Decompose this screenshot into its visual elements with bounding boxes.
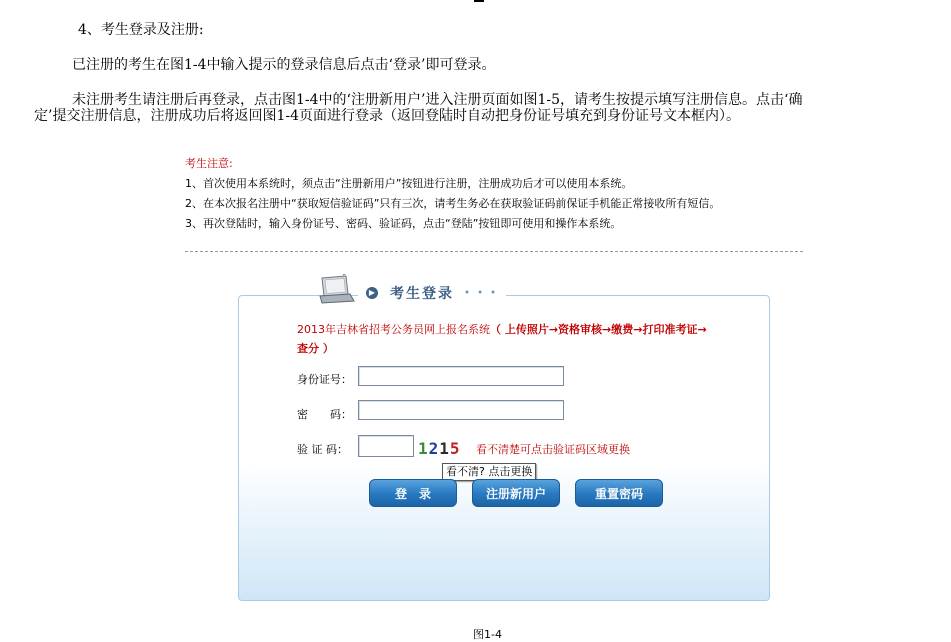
paragraph-login-instruction: 已注册的考生在图1-4中输入提示的登录信息后点击‘登录’即可登录。	[72, 57, 496, 73]
dashed-divider	[185, 251, 803, 252]
captcha-digit: 5	[449, 438, 461, 458]
password-label: 密 码：	[297, 408, 352, 421]
top-cursor-mark	[474, 0, 484, 2]
laptop-icon	[316, 274, 356, 306]
notice-item-2: 2、在本次报名注册中“获取短信验证码”只有三次，请考生务必在获取验证码前保证手机能正常接收所有短信。	[185, 197, 721, 210]
captcha-label: 验 证 码：	[297, 443, 348, 456]
captcha-refresh-hint[interactable]: 看不清楚可点击验证码区域更换	[476, 443, 630, 456]
password-input[interactable]	[358, 400, 564, 420]
captcha-digit: 1	[439, 438, 450, 458]
captcha-input[interactable]	[358, 435, 414, 457]
login-button[interactable]: 登 录	[369, 479, 457, 507]
captcha-digit: 1	[418, 438, 429, 458]
arrow-circle-icon: ▶	[366, 287, 378, 299]
id-number-input[interactable]	[358, 366, 564, 386]
id-label: 身份证号：	[297, 373, 352, 386]
notice-box	[185, 154, 720, 234]
system-name: 2013年吉林省招考公务员网上报名系统	[297, 323, 490, 336]
section-heading: 4、考生登录及注册:	[78, 22, 204, 38]
process-flow-line1: （ 上传照片→资格审核→缴费→打印准考证→	[490, 323, 707, 336]
captcha-image[interactable]	[418, 437, 470, 459]
panel-title-bar	[358, 280, 506, 306]
notice-item-3: 3、再次登陆时，输入身份证号、密码、验证码，点击“登陆”按钮即可使用和操作本系统。	[185, 217, 622, 230]
process-flow-line2: 查分 ）	[297, 342, 334, 355]
captcha-digit: 2	[428, 438, 440, 458]
figure-caption: 图1-4	[473, 628, 502, 641]
reset-password-button[interactable]: 重置密码	[575, 479, 663, 507]
register-button[interactable]: 注册新用户	[472, 479, 560, 507]
paragraph-register-line2: 定’提交注册信息，注册成功后将返回图1-4页面进行登录（返回登陆时自动把身份证号填充到身份证号文本框内）。	[34, 108, 740, 124]
system-title	[297, 320, 757, 358]
title-dots: • • •	[464, 287, 499, 299]
panel-title: 考生登录	[390, 286, 454, 302]
notice-title: 考生注意:	[185, 157, 233, 170]
paragraph-register-line1: 未注册考生请注册后再登录，点击图1-4中的‘注册新用户’进入注册页面如图1-5，请考生按提示填写注册信息。点击‘确	[72, 92, 803, 108]
notice-item-1: 1、首次使用本系统时，须点击“注册新用户”按钮进行注册，注册成功后才可以使用本系统。	[185, 177, 633, 190]
captcha-tooltip: 看不清? 点击更换	[442, 463, 536, 481]
